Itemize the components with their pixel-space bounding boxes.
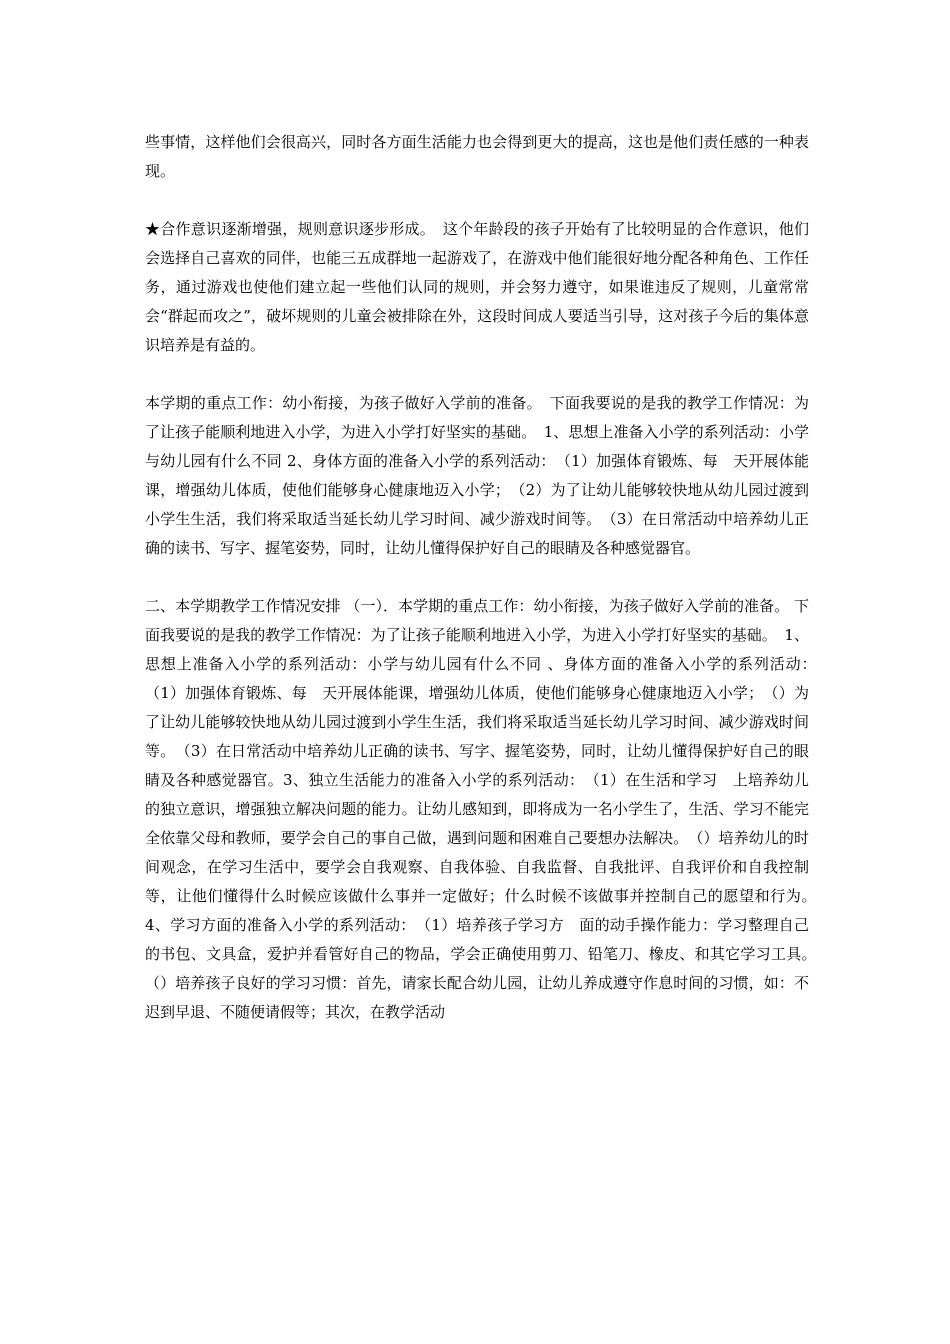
paragraph-responsibility: 些事情，这样他们会很高兴，同时各方面生活能力也会得到更大的提高，这也是他们责任感的一种表现。 (145, 133, 809, 180)
paragraph-cooperation: ★合作意识逐渐增强，规则意识逐步形成。 这个年龄段的孩子开始有了比较明显的合作意识，他们会选择自己喜欢的同伴，也能三五成群地一起游戏了，在游戏中他们能很好地分配各种角色、工作任务，通过游戏也使他们建立起一些他们认同的规则，并会努力遵守，如果谁违反了规则，儿童常常会“群起而攻之”，破坏规则的儿童会被排除在外，这段时间成人要适当引导，这对孩子今后的集体意识培养是有益的。 (145, 220, 809, 354)
paragraph-key-work: 本学期的重点工作：幼小衔接，为孩子做好入学前的准备。 下面我要说的是我的教学工作情况：为了让孩子能顺利地进入小学，为进入小学打好坚实的基础。 1、思想上准备入小学的系列活动：小学与幼儿园有什么不同 2、身体方面的准备入小学的系列活动： （1）加强体育锻炼、每 天开展体能课，增强幼儿体质，使他们能够身心健康地迈入小学； （2）为了让幼儿能够较快地从幼儿园过渡到小学生生活，我们将采取适当延长幼儿学习时间、减少游戏时间等。 （3）在日常活动中培养幼儿正确的读书、写字、握笔姿势，同时，让幼儿懂得保护好自己的眼睛及各种感觉器官。 (145, 394, 809, 557)
paragraph-teaching-plan: 二、本学期教学工作情况安排 （一）．本学期的重点工作：幼小衔接，为孩子做好入学前的准备。 下面我要说的是我的教学工作情况：为了让孩子能顺利地进入小学，为进入小学打好坚实的基础。 1、思想上准备入小学的系列活动：小学与幼儿园有什么不同 、身体方面的准备入小学的系列活动： （1）加强体育锻炼、每 天开展体能课，增强幼儿体质，使他们能够身心健康地迈入小学； （）为了让幼儿能够较快地从幼儿园过渡到小学生生活，我们将采取适当延长幼儿学习时间、减少游戏时间等。 （3）在日常活动中培养幼儿正确的读书、写字、握笔姿势，同时，让幼儿懂得保护好自己的眼睛及各种感觉器官。3、独立生活能力的准备入小学的系列活动： （1）在生活和学习 上培养幼儿的独立意识，增强独立解决问题的能力。让幼儿感知到，即将成为一名小学生了，生活、学习不能完全依靠父母和教师，要学会自己的事自己做，遇到问题和困难自己要想办法解决。 （）培养幼儿的时间观念，在学习生活中，要学会自我观察、自我体验、自我监督、自我批评、自我评价和自我控制等，让他们懂得什么时候应该做什么事并一定做好；什么时候不该做事并控制自己的愿望和行为。 4、学习方面的准备入小学的系列活动： （1）培养孩子学习方 面的动手操作能力：学习整理自己的书包、文具盒，爱护并看管好自己的物品，学会正确使用剪刀、铅笔刀、橡皮、和其它学习工具。 （）培养孩子良好的学习习惯：首先，请家长配合幼儿园，让幼儿养成遵守作息时间的习惯，如：不迟到早退、不随便请假等；其次，在教学活动 (145, 597, 825, 1021)
document-page (145, 128, 825, 1027)
